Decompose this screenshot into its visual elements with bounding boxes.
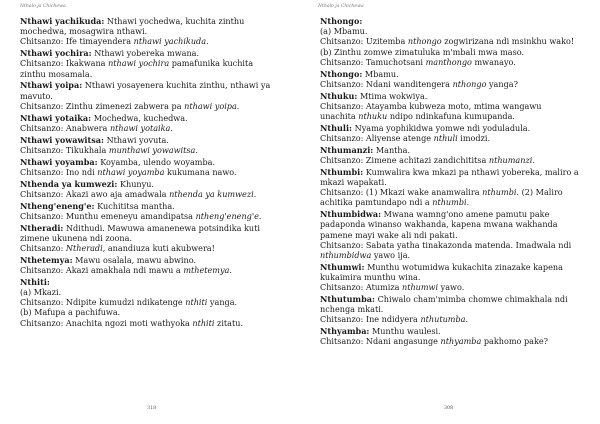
example: Chitsanzo: Akazi awo aja amadwala nthenda ya kumwezi. <box>20 188 257 199</box>
example: Chitsanzo: Ife timayendera nthawi yachikuda. <box>20 36 209 47</box>
headword: Ntheradi: <box>20 222 64 233</box>
dictionary-entry <box>20 201 279 221</box>
dictionary-entry <box>320 91 579 122</box>
dictionary-column-left <box>20 16 279 329</box>
headword: Nthawi yochira: <box>20 48 92 59</box>
headword: Nthiti: <box>20 276 50 287</box>
headword: Nthumwi: <box>320 261 365 272</box>
example: Chitsanzo: Tamuchotsani manthongo mwanayo. <box>320 56 516 67</box>
headword: Nthyamba: <box>320 326 370 337</box>
page-number: 308 <box>444 406 454 411</box>
example: Chitsanzo: Uzitemba nthongo zogwirizana ndi msinkhu wako! <box>320 36 575 47</box>
dictionary-entry <box>320 209 579 260</box>
headword: Nthawi yachikuda: <box>20 16 105 26</box>
dictionary-entry-nthongo <box>320 16 579 67</box>
dictionary-entry <box>320 123 579 143</box>
example: Chitsanzo: Ine ndidyera nthutumba. <box>320 314 469 325</box>
definition: Nthawi yovuta. <box>104 134 169 145</box>
dictionary-entry <box>20 80 279 111</box>
example: Chitsanzo: Ndipite kumudzi ndikatenge nthiti yanga. <box>20 297 238 308</box>
right-page <box>300 0 600 424</box>
dictionary-column-right <box>320 16 579 348</box>
running-head: Nthalo ja Chichewa <box>318 4 364 9</box>
definition: Mawu osalala, mawu abwino. <box>72 254 197 265</box>
dictionary-entry <box>320 326 579 346</box>
headword: Nthawi yowawitsa: <box>20 134 105 145</box>
sense: (a) Mbamu. <box>320 26 368 37</box>
running-head: Nthalo ja Chichewa <box>20 4 66 9</box>
dictionary-entry <box>20 48 279 79</box>
definition: Mantha. <box>373 144 411 155</box>
dictionary-entry <box>320 145 579 165</box>
headword: Nthawi yoyamba: <box>20 156 98 167</box>
headword: Nthawi yotaika: <box>20 112 92 123</box>
dictionary-entry <box>20 223 279 254</box>
dictionary-entry-nthiti <box>20 277 279 328</box>
definition: Mtima wokwiya. <box>357 90 428 101</box>
example: Chitsanzo: Anachita ngozi moti wathyoka nthiti zitatu. <box>20 317 244 328</box>
headword: Ntheng'eneng'e: <box>20 200 95 211</box>
example: Chitsanzo: Sabata yatha tinakazonda matenda. Imadwala ndi nthumbidwa yawo ija. <box>320 239 572 261</box>
definition: Nyama yophikidwa yomwe ndi yoduladula. <box>352 122 531 133</box>
headword: Nthongo: <box>320 16 363 26</box>
definition: Chiwalo cham'mimba chomwe chimakhala ndi nchenga mkati. <box>320 294 568 315</box>
example: Chitsanzo: Anabwera nthawi yotaika. <box>20 122 173 133</box>
headword: Nthetemya: <box>20 254 73 265</box>
definition: Khunyu. <box>117 178 154 189</box>
sense: (a) Mkazi. <box>20 287 62 298</box>
dictionary-entry <box>320 262 579 293</box>
dictionary-entry <box>20 113 279 133</box>
example: Chitsanzo: Ntheradi, anandiuza kuti akubwera! <box>20 243 215 254</box>
definition: Nthawi yobereka mwana. <box>91 48 200 59</box>
definition: Munthu wotumidwa kukachita zinazake kapena kukaimira munthu wina. <box>320 261 563 283</box>
example: Chitsanzo: Ndani wanditengera nthongo yanga? <box>320 78 518 89</box>
page-number: 318 <box>147 406 157 411</box>
headword: Nthumbi: <box>320 166 364 177</box>
example: Chitsanzo: Akazi amakhala ndi mawu a mthetemya. <box>20 265 232 276</box>
headword: Nthumbidwa: <box>320 209 382 220</box>
definition: Nthawi yosayenera kuchita zinthu, nthawi ya mavuto. <box>20 80 271 101</box>
example: Chitsanzo: Tikukhala munthawi yowawitsa. <box>20 144 198 155</box>
sense: (b) Zinthu zomwe zimatuluka m'mbali mwa maso. <box>320 46 525 57</box>
example: Chitsanzo: Ino ndi nthawi yoyamba kukumana nawo. <box>20 166 237 177</box>
headword: Nthumanzi: <box>320 144 374 155</box>
definition: Mbamu. <box>362 68 399 79</box>
definition: Koyamba, ulendo woyamba. <box>97 156 216 167</box>
headword: Nthutumba: <box>320 294 375 305</box>
definition: Mwana wamng'ono amene pamutu pake padaponda winanso wakhanda, kapena mwana wakhanda pamene mayi wake ali ndi pakati. <box>320 209 558 240</box>
example: Chitsanzo: (1) Mkazi wake anamwalira nthumbi. (2) Maliro achitika pamtundapo ndi a nthumbi. <box>320 187 563 208</box>
definition: Nthawi yochedwa, kuchita zinthu mochedwa, mosagwira nthawi. <box>20 16 245 37</box>
dictionary-entry <box>20 16 279 47</box>
sense: (b) Mafupa a pachifuwa. <box>20 307 121 318</box>
headword: Nthenda ya kumwezi: <box>20 178 118 189</box>
dictionary-entry-nthumbi <box>320 167 579 208</box>
example: Chitsanzo: Munthu emeneyu amandipatsa ntheng'eneng'e. <box>20 210 262 221</box>
definition: Ndithudi. Mawuwa amanenewa potsindika kuti zimene ukunena ndi zoona. <box>20 222 260 243</box>
headword: Nthuku: <box>320 90 358 101</box>
example: Chitsanzo: Atayamba kubweza moto, mtima wangawu unachita nthuku ndipo ndinkafuna kumupanda. <box>320 100 542 122</box>
example: Chitsanzo: Ndani angasunge nthyamba pakhomo pake? <box>320 336 549 347</box>
dictionary-entry <box>320 69 579 89</box>
example: Chitsanzo: Ikakwana nthawi yochira pamafunika kuchita zinthu mosamala. <box>20 58 254 79</box>
dictionary-entry <box>320 294 579 325</box>
headword: Nthongo: <box>320 68 363 79</box>
example: Chitsanzo: Aliyense atenge nthuli imodzi. <box>320 133 491 144</box>
headword: Nthuli: <box>320 122 353 133</box>
headword: Nthawi yoipa: <box>20 80 83 91</box>
definition: Munthu waulesi. <box>369 326 441 337</box>
dictionary-entry <box>20 135 279 155</box>
definition: Mochedwa, kuchedwa. <box>91 112 188 123</box>
dictionary-entry <box>20 157 279 177</box>
definition: Kuchititsa mantha. <box>94 200 175 211</box>
dictionary-entry <box>20 255 279 275</box>
example: Chitsanzo: Atumiza nthumwi yawo. <box>320 282 465 293</box>
definition: Kumwalira kwa mkazi pa nthawi yobereka, maliro a mkazi wapakati. <box>320 166 579 188</box>
example: Chitsanzo: Zinthu zimenezi zabwera pa nthawi yoipa. <box>20 100 240 111</box>
dictionary-entry <box>20 179 279 199</box>
example: Chitsanzo: Zimene achitazi zandichititsa nthumanzi. <box>320 155 535 166</box>
